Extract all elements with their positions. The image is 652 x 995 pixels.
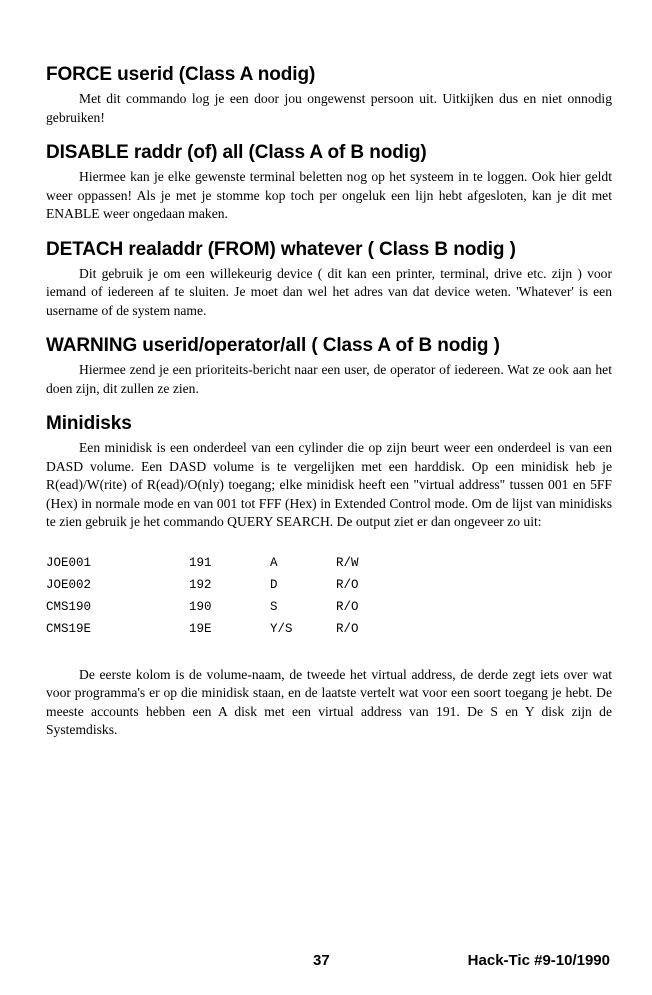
section-force — [46, 64, 612, 127]
section-heading: FORCE userid (Class A nodig) — [46, 64, 316, 85]
access-mode: R/O — [336, 621, 359, 636]
section-paragraph: Een minidisk is een onderdeel van een cylinder die op zijn beurt weer een onderdeel is van een DASD volume. Een DASD volume is te vergelijken met een harddisk. Op een minidisk heb je R(ead)/W(rite) of R(ead)/O(nly) toegang; elke minidisk heeft een "virtual address" tussen 001 en 5FF (Hex) in normale mode en van 001 tot FFF (Hex) in Extended Control mode. Om de lijst van minidisks te zien gebruik je het commando QUERY SEARCH. De output ziet er dan ongeveer zo uit: — [46, 440, 612, 529]
virtual-address: 191 — [189, 555, 212, 570]
table-row — [46, 574, 396, 596]
section-paragraph: Hiermee zend je een prioriteits-bericht naar een user, de operator of iedereen. Wat ze ook aan het doen zijn, dit zullen ze zien. — [46, 362, 612, 396]
closing-paragraph: De eerste kolom is de volume-naam, de tweede het virtual address, de derde zegt iets over wat voor programma's er op die minidisk staan, en de laatste vertelt wat voor een soort toegang je hebt. De meeste accounts hebben een A disk met een virtual address van 191. De S en Y disk zijn de Systemdisks. — [46, 666, 612, 737]
section-warning — [46, 335, 612, 398]
disk-letter: D — [270, 577, 278, 592]
table-row — [46, 596, 396, 618]
section-paragraph: Hiermee kan je elke gewenste terminal beletten nog op het systeem in te loggen. Ook hier geldt weer oppassen! Als je met je stomme kop toch per ongeluk een lijn hebt afgesloten, kan je dit met ENABLE weer ongedaan maken. — [46, 169, 612, 221]
volume-name: JOE001 — [46, 555, 92, 570]
page-number: 37 — [313, 952, 330, 969]
virtual-address: 190 — [189, 599, 212, 614]
access-mode: R/O — [336, 577, 359, 592]
access-mode: R/O — [336, 599, 359, 614]
page-body — [46, 64, 612, 740]
section-heading: DISABLE raddr (of) all (Class A of B nodig) — [46, 142, 427, 163]
access-mode: R/W — [336, 555, 359, 570]
section-heading: DETACH realaddr (FROM) whatever ( Class B nodig ) — [46, 238, 516, 260]
section-heading: Minidisks — [46, 413, 132, 434]
query-search-output — [46, 552, 396, 640]
disk-letter: S — [270, 599, 278, 614]
volume-name: JOE002 — [46, 577, 92, 592]
virtual-address: 192 — [189, 577, 212, 592]
section-paragraph: Dit gebruik je om een willekeurig device ( dit kan een printer, terminal, drive etc. zijn ) voor iemand of iedereen af te sluiten. Je moet dan wel het adres van dat device weten. 'Whatever' is een username of de system name. — [46, 265, 612, 318]
disk-letter: A — [270, 555, 278, 570]
section-minidisks — [46, 413, 612, 532]
virtual-address: 19E — [189, 621, 212, 636]
page-footer — [0, 952, 652, 974]
table-row — [46, 618, 396, 640]
table-row — [46, 552, 396, 574]
issue-label: Hack-Tic #9-10/1990 — [467, 952, 610, 969]
disk-letter: Y/S — [270, 621, 293, 636]
section-heading: WARNING userid/operator/all ( Class A of B nodig ) — [46, 335, 500, 356]
section-paragraph: Met dit commando log je een door jou ongewenst persoon uit. Uitkijken dus en niet onnodig gebruiken! — [46, 91, 612, 125]
volume-name: CMS190 — [46, 599, 92, 614]
volume-name: CMS19E — [46, 621, 92, 636]
section-disable — [46, 142, 612, 224]
section-detach — [46, 239, 612, 321]
